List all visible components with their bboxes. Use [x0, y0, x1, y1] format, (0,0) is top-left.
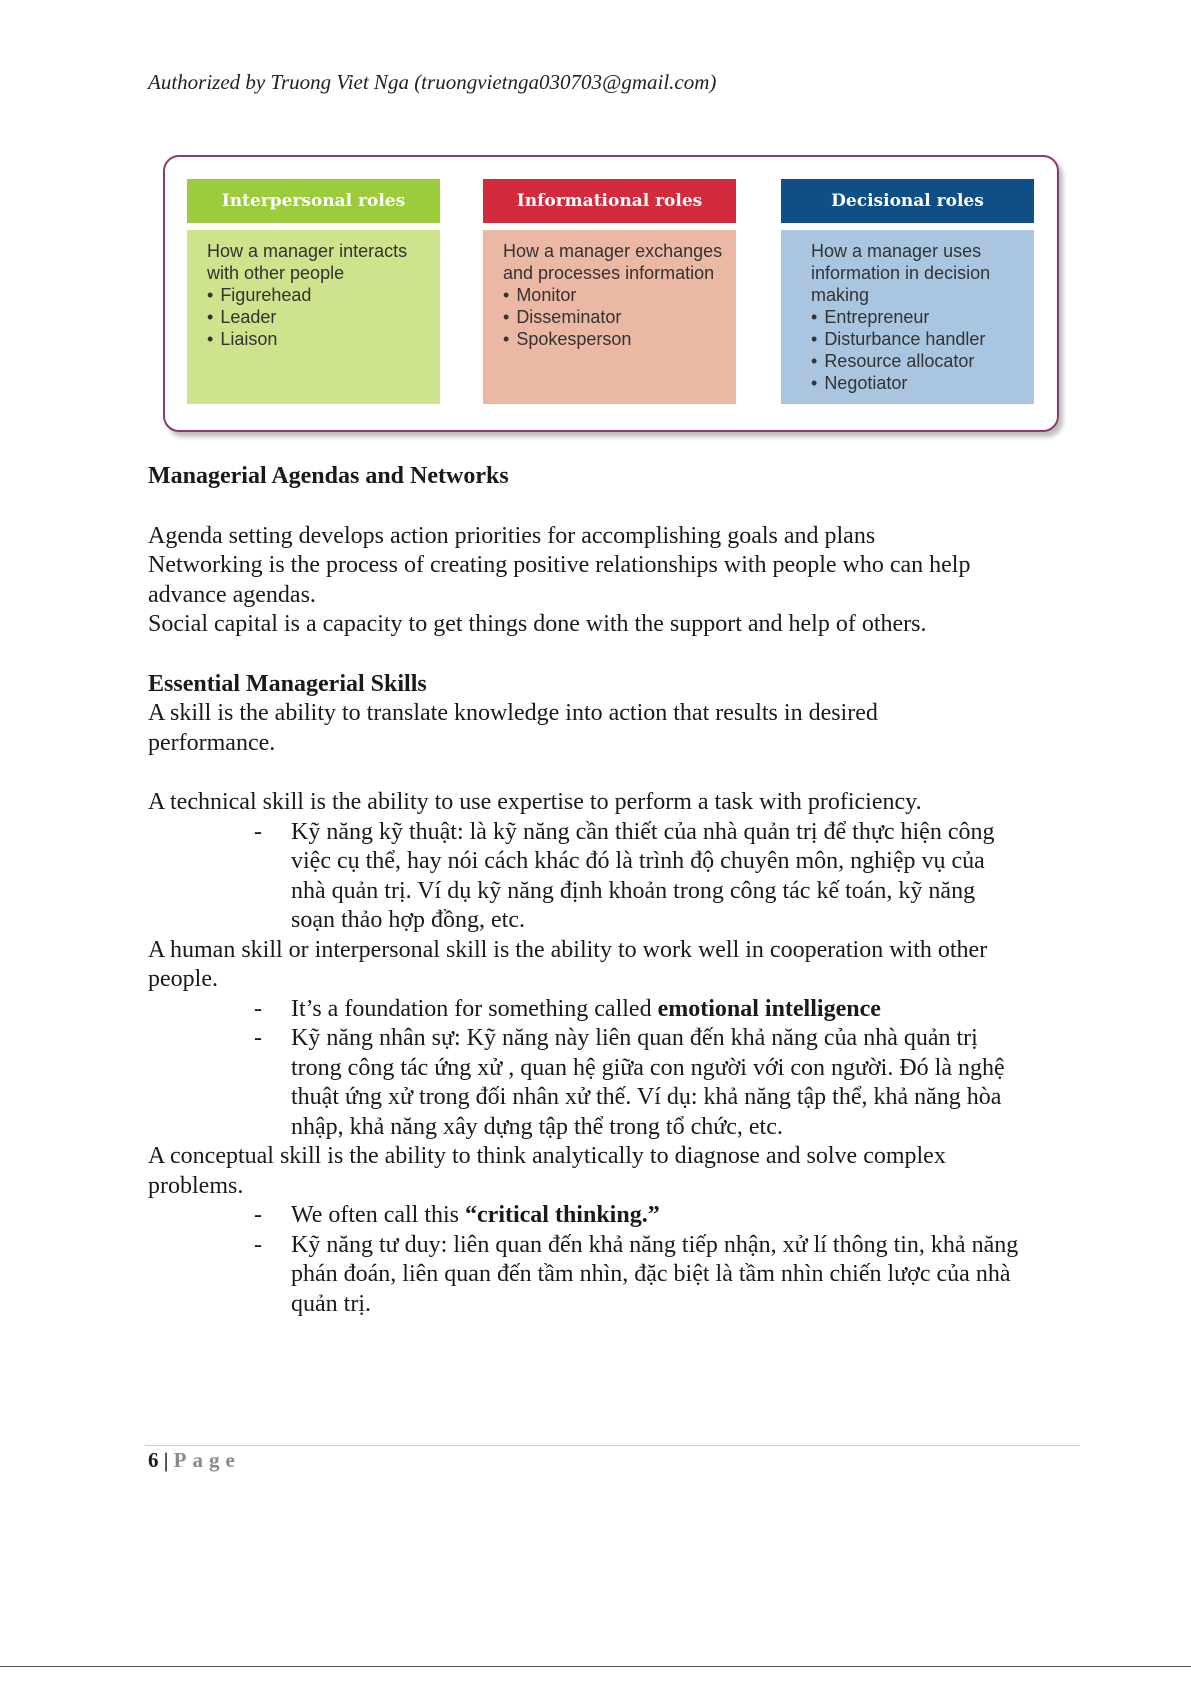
- page-label: Page: [173, 1448, 241, 1472]
- bullet-line: nhà quản trị. Ví dụ kỹ năng định khoản trong công tác kế toán, kỹ năng: [291, 877, 976, 904]
- bullet-item: [148, 995, 1088, 1025]
- bottom-rule: [0, 1666, 1191, 1667]
- paragraph-line: A conceptual skill is the ability to think analytically to diagnose and solve complex: [148, 1143, 946, 1169]
- role-list: [207, 284, 430, 350]
- dash-bullet: -: [254, 818, 262, 845]
- paragraph-line: Networking is the process of creating positive relationships with people who can help: [148, 552, 971, 578]
- role-list: [503, 284, 726, 350]
- page-number: 6: [148, 1448, 159, 1472]
- paragraph-line: Agenda setting develops action priorities for accomplishing goals and plans: [148, 522, 876, 549]
- bold-term: “critical thinking.”: [465, 1202, 660, 1228]
- role-body: [187, 230, 440, 404]
- bullet-line: thuật ứng xử trong đối nhân xử thế. Ví dụ: khả năng tập thể, khả năng hòa: [291, 1084, 1002, 1110]
- role-item: • Entrepreneur: [811, 306, 1024, 328]
- role-desc-line: How a manager uses: [811, 241, 982, 261]
- role-item: • Monitor: [503, 284, 726, 306]
- role-body: [483, 230, 736, 404]
- role-item: • Leader: [207, 306, 430, 328]
- dash-bullet: -: [254, 1231, 262, 1258]
- role-item: • Liaison: [207, 328, 430, 350]
- page-footer: [148, 1448, 241, 1473]
- role-item: • Disturbance handler: [811, 328, 1024, 350]
- paragraph-line: people.: [148, 966, 218, 992]
- role-title: Interpersonal roles: [187, 179, 440, 223]
- paragraph-line: advance agendas.: [148, 581, 316, 608]
- bullet-line: soạn thảo hợp đồng, etc.: [291, 907, 525, 933]
- bold-term: emotional intelligence: [657, 995, 881, 1022]
- role-body: [781, 230, 1034, 404]
- bullet-item: [148, 1201, 1088, 1231]
- role-item: • Resource allocator: [811, 350, 1024, 372]
- footer-separator: |: [163, 1448, 169, 1472]
- bullet-line: việc cụ thể, hay nói cách khác đó là trình độ chuyên môn, nghiệp vụ của: [291, 848, 985, 874]
- paragraph-line: Social capital is a capacity to get things done with the support and help of others.: [148, 611, 927, 637]
- decisional-roles-box: [781, 179, 1034, 404]
- role-desc-line: and processes information: [503, 263, 715, 283]
- informational-roles-box: [483, 179, 736, 404]
- role-item: • Negotiator: [811, 372, 1024, 394]
- footer-divider: [145, 1445, 1080, 1446]
- bullet-line: quản trị.: [291, 1290, 371, 1317]
- paragraph-line: A human skill or interpersonal skill is the ability to work well in cooperation with other: [148, 936, 988, 963]
- paragraph-line: A skill is the ability to translate knowledge into action that results in desired: [148, 700, 878, 726]
- bullet-line: Kỹ năng tư duy: liên quan đến khả năng tiếp nhận, xử lí thông tin, khả năng: [291, 1231, 1019, 1258]
- bullet-item: [148, 818, 1088, 936]
- role-desc-line: with other people: [207, 263, 345, 283]
- bullet-line: Kỹ năng nhân sự: Kỹ năng này liên quan đến khả năng của nhà quản trị: [291, 1025, 978, 1051]
- role-item: • Figurehead: [207, 284, 430, 306]
- role-desc-line: information in decision: [811, 263, 991, 283]
- bullet-line: nhập, khả năng xây dựng tập thể trong tổ chức, etc.: [291, 1113, 783, 1140]
- document-body: [148, 462, 1088, 1319]
- dash-bullet: -: [254, 995, 262, 1022]
- role-desc-line: making: [811, 285, 870, 305]
- bullet-line: trong công tác ứng xử , quan hệ giữa con người với con người. Đó là nghệ: [291, 1054, 1005, 1081]
- bullet-line: phán đoán, liên quan đến tầm nhìn, đặc biệt là tầm nhìn chiến lược của nhà: [291, 1261, 1011, 1287]
- paragraph-line: A technical skill is the ability to use expertise to perform a task with proficiency.: [148, 789, 922, 815]
- bullet-item: [148, 1231, 1088, 1320]
- dash-bullet: -: [254, 1025, 262, 1051]
- section-heading: Managerial Agendas and Networks: [148, 463, 509, 489]
- interpersonal-roles-box: [187, 179, 440, 404]
- bullet-line: We often call this “critical thinking.”: [291, 1202, 660, 1228]
- roles-figure: [163, 155, 1059, 432]
- role-title: Decisional roles: [781, 179, 1034, 223]
- paragraph-line: performance.: [148, 729, 276, 756]
- role-desc-line: How a manager exchanges: [503, 241, 723, 261]
- role-list: [811, 306, 1024, 394]
- role-desc-line: How a manager interacts: [207, 241, 408, 261]
- dash-bullet: -: [254, 1202, 262, 1228]
- role-item: • Disseminator: [503, 306, 726, 328]
- page-header: Authorized by Truong Viet Nga (truongvietnga030703@gmail.com): [148, 70, 717, 94]
- role-item: • Spokesperson: [503, 328, 726, 350]
- section-heading: Essential Managerial Skills: [148, 670, 427, 697]
- role-title: Informational roles: [483, 179, 736, 223]
- bullet-line: It’s a foundation for something called emotional intelligence: [291, 995, 881, 1022]
- bullet-line: Kỹ năng kỹ thuật: là kỹ năng cần thiết của nhà quản trị để thực hiện công: [291, 818, 995, 845]
- bullet-item: [148, 1024, 1088, 1142]
- paragraph-line: problems.: [148, 1172, 244, 1199]
